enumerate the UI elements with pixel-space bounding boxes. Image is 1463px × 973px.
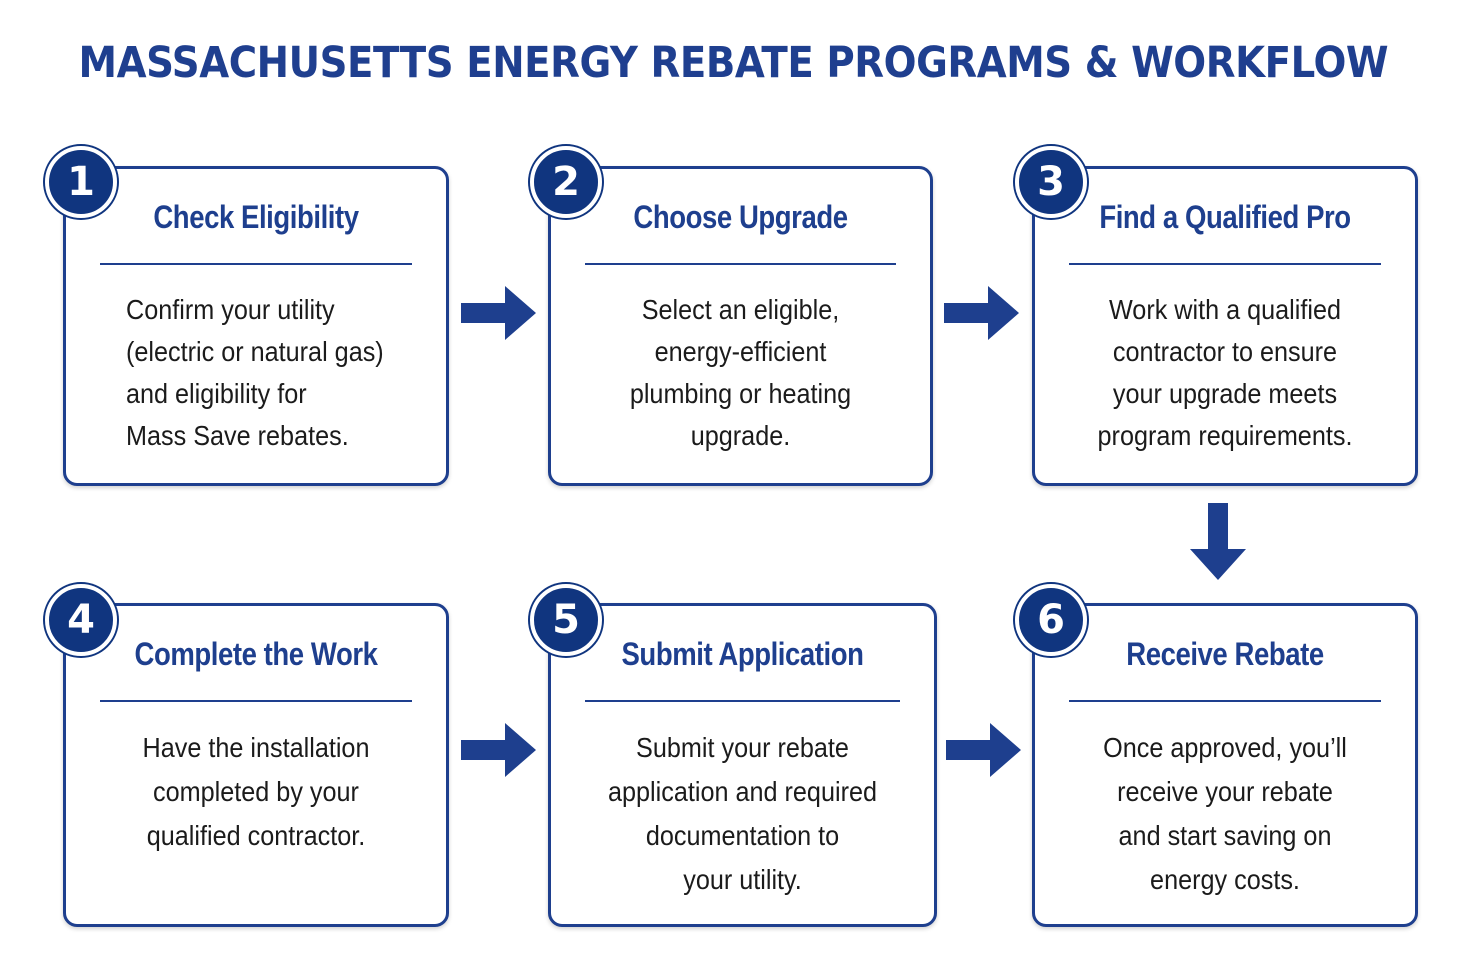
step-card-2 <box>548 166 933 486</box>
arrow-right-icon <box>461 723 537 777</box>
step-description: Once approved, you’ll receive your rebate and start saving on energy costs. <box>1103 732 1347 895</box>
arrow-right-icon <box>946 723 1022 777</box>
title-divider <box>585 263 896 265</box>
step-title: Check Eligibility <box>153 199 359 235</box>
step-title: Find a Qualified Pro <box>1099 199 1351 235</box>
step-card-5 <box>548 603 937 927</box>
step-title: Complete the Work <box>134 636 378 672</box>
step-description: Confirm your utility (electric or natural gas) and eligibility for Mass Save rebates. <box>126 294 384 451</box>
step-number-badge-4: 4 <box>45 584 117 656</box>
step-number-badge-3: 3 <box>1015 146 1087 218</box>
title-divider <box>100 700 412 702</box>
arrow-down-icon <box>1190 503 1246 581</box>
title-divider <box>100 263 412 265</box>
title-divider <box>1069 263 1381 265</box>
step-description: Submit your rebate application and required documentation to your utility. <box>607 732 877 895</box>
step-description: Work with a qualified contractor to ensure your upgrade meets program requirements. <box>1097 294 1353 451</box>
step-number-badge-6: 6 <box>1015 584 1087 656</box>
title-divider <box>1069 700 1381 702</box>
step-number-badge-2: 2 <box>530 146 602 218</box>
step-card-1 <box>63 166 449 486</box>
step-description: Have the installation completed by your qualified contractor. <box>142 732 370 851</box>
step-card-3 <box>1032 166 1418 486</box>
arrow-right-icon <box>461 286 537 340</box>
step-title: Choose Upgrade <box>633 199 848 235</box>
step-description: Select an eligible, energy-efficient plumbing or heating upgrade. <box>629 294 852 451</box>
title-divider <box>585 700 900 702</box>
step-number-badge-1: 1 <box>45 146 117 218</box>
step-card-6 <box>1032 603 1418 927</box>
step-number-badge-5: 5 <box>530 584 602 656</box>
step-title: Submit Application <box>621 636 864 672</box>
arrow-right-icon <box>944 286 1020 340</box>
step-card-4 <box>63 603 449 927</box>
step-title: Receive Rebate <box>1126 636 1324 672</box>
page-title: MASSACHUSETTS ENERGY REBATE PROGRAMS & WORKFLOW <box>78 38 1389 88</box>
